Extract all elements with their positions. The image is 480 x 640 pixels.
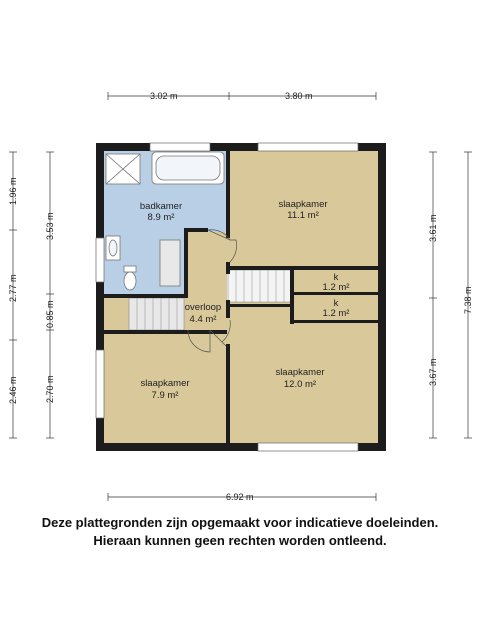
dimension-left-inner-bottom: 2.70 m: [45, 375, 55, 403]
dimension-top-left: 3.02 m: [150, 91, 178, 101]
room-area-badkamer: 8.9 m²: [147, 212, 175, 223]
dimension-left-inner-top: 3.53 m: [45, 212, 55, 240]
room-name-kast-2: k: [333, 298, 339, 309]
disclaimer-line-1: Deze plattegronden zijn opgemaakt voor indicatieve doeleinden.: [41, 515, 439, 530]
room-name-slaapkamer-sw: slaapkamer: [140, 378, 190, 389]
room-name-slaapkamer-se: slaapkamer: [275, 367, 325, 378]
dimension-left-outer-top: 1.96 m: [8, 177, 18, 205]
disclaimer-line-2: Hieraan kunnen geen rechten worden ontleend.: [93, 533, 387, 548]
dimension-right-inner-bottom: 3.67 m: [428, 358, 438, 386]
room-area-kast-2: 1.2 m²: [322, 308, 350, 319]
dimension-bottom: 6.92 m: [226, 492, 254, 502]
floor-landing-left: [103, 296, 129, 332]
room-area-kast-1: 1.2 m²: [322, 282, 350, 293]
dimension-left-outer-bottom: 2.46 m: [8, 376, 18, 404]
dimension-right-inner-top: 3.61 m: [428, 214, 438, 242]
floor-overloop: [184, 232, 227, 342]
dimension-left-inner-mid: 0.85 m: [45, 300, 55, 328]
room-name-kast-1: k: [333, 272, 339, 283]
room-area-slaapkamer-nw: 11.1 m²: [287, 210, 319, 221]
room-area-overloop: 4.4 m²: [189, 314, 217, 325]
bathroom-cabinet: [160, 240, 180, 286]
room-name-slaapkamer-nw: slaapkamer: [278, 199, 328, 210]
room-area-slaapkamer-sw: 7.9 m²: [151, 390, 179, 401]
room-area-slaapkamer-se: 12.0 m²: [283, 379, 317, 390]
dimension-left-outer-mid: 2.77 m: [8, 274, 18, 302]
dimension-right-outer: 7.38 m: [463, 286, 473, 314]
floor-slaapkamer-sw: [103, 334, 227, 444]
dimension-top-right: 3.80 m: [285, 91, 313, 101]
room-name-overloop: overloop: [184, 302, 222, 313]
toilet-icon: [124, 266, 136, 272]
room-name-badkamer: badkamer: [139, 201, 183, 212]
